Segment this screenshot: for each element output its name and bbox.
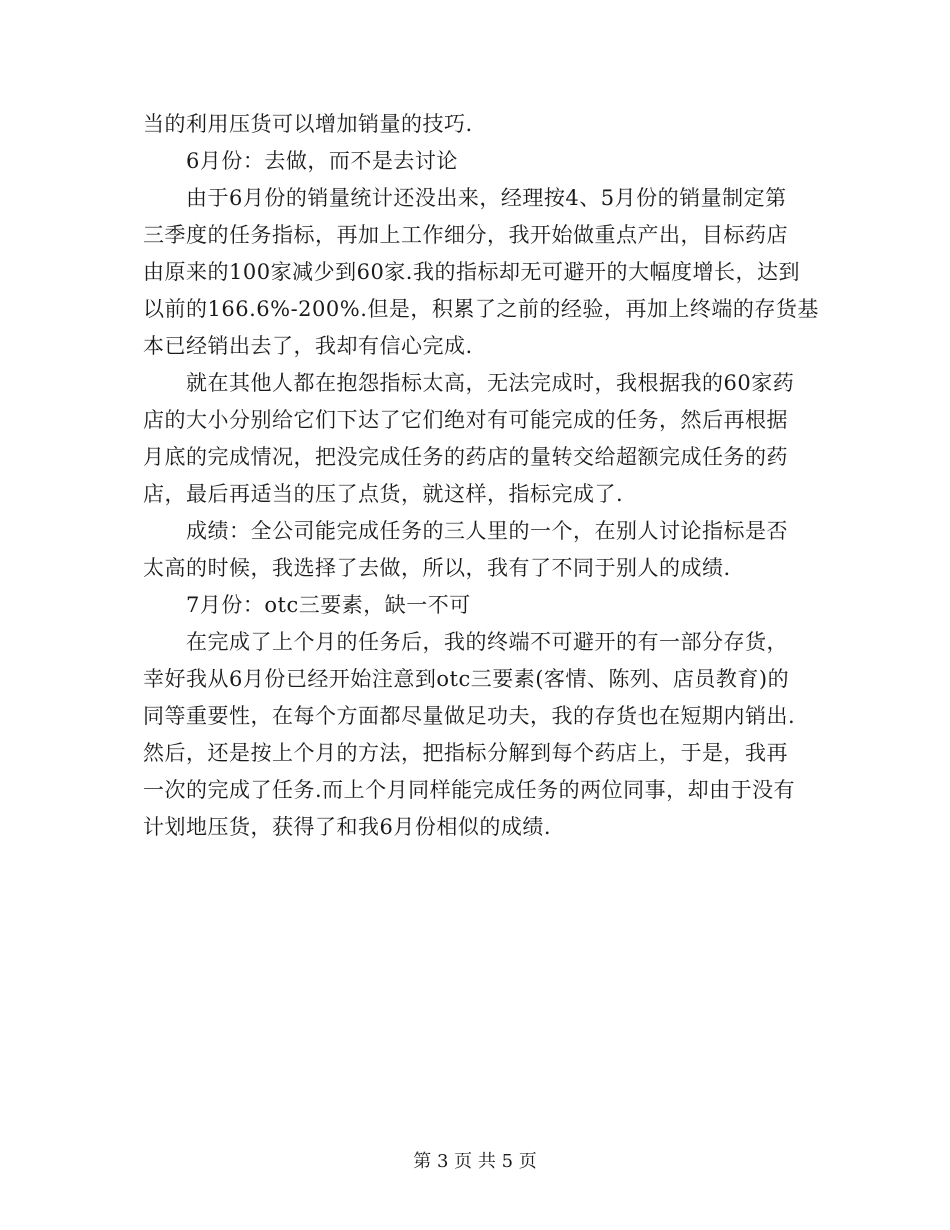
paragraph-line: 由原来的100家减少到60家.我的指标却无可避开的大幅度增长，达到 [143,260,800,284]
paragraph-line: 三季度的任务指标，再加上工作细分，我开始做重点产出，目标药店 [143,223,788,247]
paragraph-line: 当的利用压货可以增加销量的技巧. [143,112,473,136]
paragraph-line: 店的大小分别给它们下达了它们绝对有可能完成的任务，然后再根据 [143,408,788,432]
document-body [143,106,819,846]
paragraph-line: 成绩：全公司能完成任务的三人里的一个，在别人讨论指标是否 [186,519,788,543]
paragraph-line: 本已经销出去了，我却有信心完成. [143,334,473,358]
paragraph-line: 以前的166.6%-200%.但是，积累了之前的经验，再加上终端的存货基 [143,297,819,321]
paragraph-line: 店，最后再适当的压了点货，就这样，指标完成了. [143,482,624,506]
paragraph-line: 太高的时候，我选择了去做，所以，我有了不同于别人的成绩. [143,556,731,580]
paragraph-line: 同等重要性，在每个方面都尽量做足功夫，我的存货也在短期内销出. [143,704,796,728]
paragraph-line: 由于6月份的销量统计还没出来，经理按4、5月份的销量制定第 [186,186,787,210]
section-heading-june: 6月份：去做，而不是去讨论 [186,149,458,173]
paragraph-line: 幸好我从6月份已经开始注意到otc三要素(客情、陈列、店员教育)的 [143,667,790,691]
paragraph-line: 月底的完成情况，把没完成任务的药店的量转交给超额完成任务的药 [143,445,788,469]
paragraph-line: 在完成了上个月的任务后，我的终端不可避开的有一部分存货， [186,630,788,654]
section-heading-july: 7月份：otc三要素，缺一不可 [186,593,471,617]
paragraph-line: 就在其他人都在抱怨指标太高，无法完成时，我根据我的60家药 [186,371,795,395]
paragraph-line: 计划地压货，获得了和我6月份相似的成绩. [143,815,552,839]
page-number-footer: 第 3 页 共 5 页 [413,1151,537,1172]
paragraph-line: 然后，还是按上个月的方法，把指标分解到每个药店上，于是，我再 [143,741,788,765]
paragraph-line: 一次的完成了任务.而上个月同样能完成任务的两位同事，却由于没有 [143,778,796,802]
